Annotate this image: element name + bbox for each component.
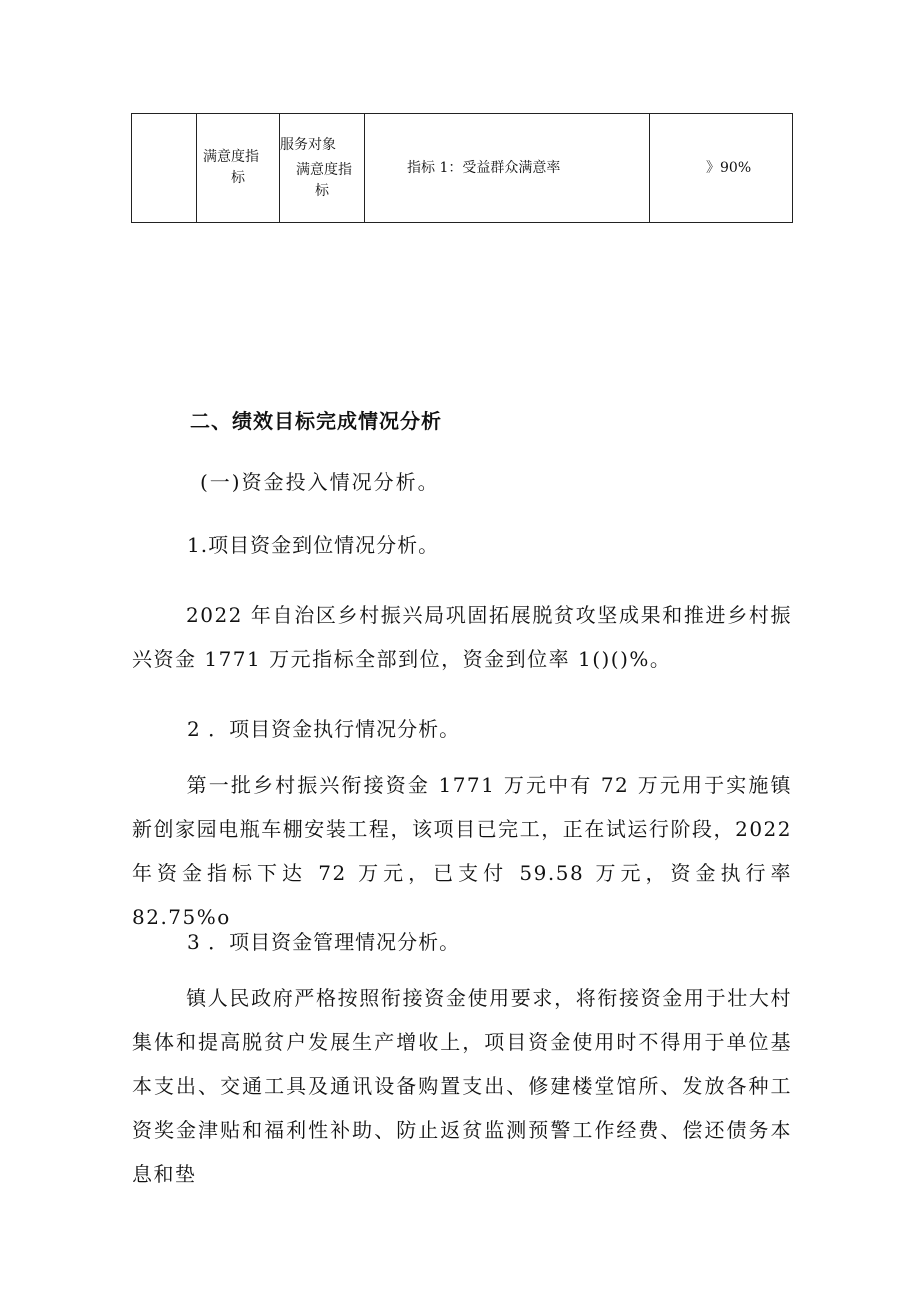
table-cell-indicator-value: 》90% (650, 114, 793, 223)
cell-text-line: 标 (315, 182, 329, 199)
subsection-heading: (一)资金投入情况分析。 (200, 470, 440, 494)
paragraph-2 (132, 763, 792, 939)
performance-indicator-table (131, 113, 793, 223)
cell-text-line: 满意度指 (203, 149, 259, 165)
table-cell-level2-indicator (197, 114, 280, 223)
item-title-3: 3 ．项目资金管理情况分析。 (187, 930, 461, 954)
paragraph-1 (132, 593, 792, 681)
cell-text-line: 服务对象 (280, 136, 336, 153)
paragraph-text: 镇人民政府严格按照衔接资金使用要求，将衔接资金用于壮大村集体和提高脱贫户发展生产增收上，项目资金使用时不得用于单位基本支出、交通工具及通讯设备购置支出、修建楼堂馆所、发放各种工资奖金津贴和福利性补助、防止返贫监测预警工作经费、偿还债务本息和垫 (132, 986, 792, 1186)
item-title-1: 1.项目资金到位情况分析。 (187, 533, 440, 557)
cell-text-line: 满意度指 (296, 161, 352, 178)
item-title-2: 2 ．项目资金执行情况分析。 (187, 717, 461, 741)
paragraph-3 (132, 976, 792, 1196)
table-row (132, 114, 793, 223)
section-heading: 二、绩效目标完成情况分析 (190, 409, 442, 433)
table-cell-level3-indicator (280, 114, 365, 223)
table-cell-blank (132, 114, 197, 223)
paragraph-text: 第一批乡村振兴衔接资金 1771 万元中有 72 万元用于实施镇新创家园电瓶车棚安装工程，该项目已完工，正在试运行阶段，2022 年资金指标下达 72 万元，已支付 59.58 万元，资金执行率 82.75%o (132, 773, 792, 929)
table-cell-indicator-name: 指标 1：受益群众满意率 (365, 114, 650, 223)
paragraph-text: 2022 年自治区乡村振兴局巩固拓展脱贫攻坚成果和推进乡村振兴资金 1771 万元指标全部到位，资金到位率 1()()%。 (132, 603, 792, 671)
cell-text-line: 标 (231, 170, 245, 186)
